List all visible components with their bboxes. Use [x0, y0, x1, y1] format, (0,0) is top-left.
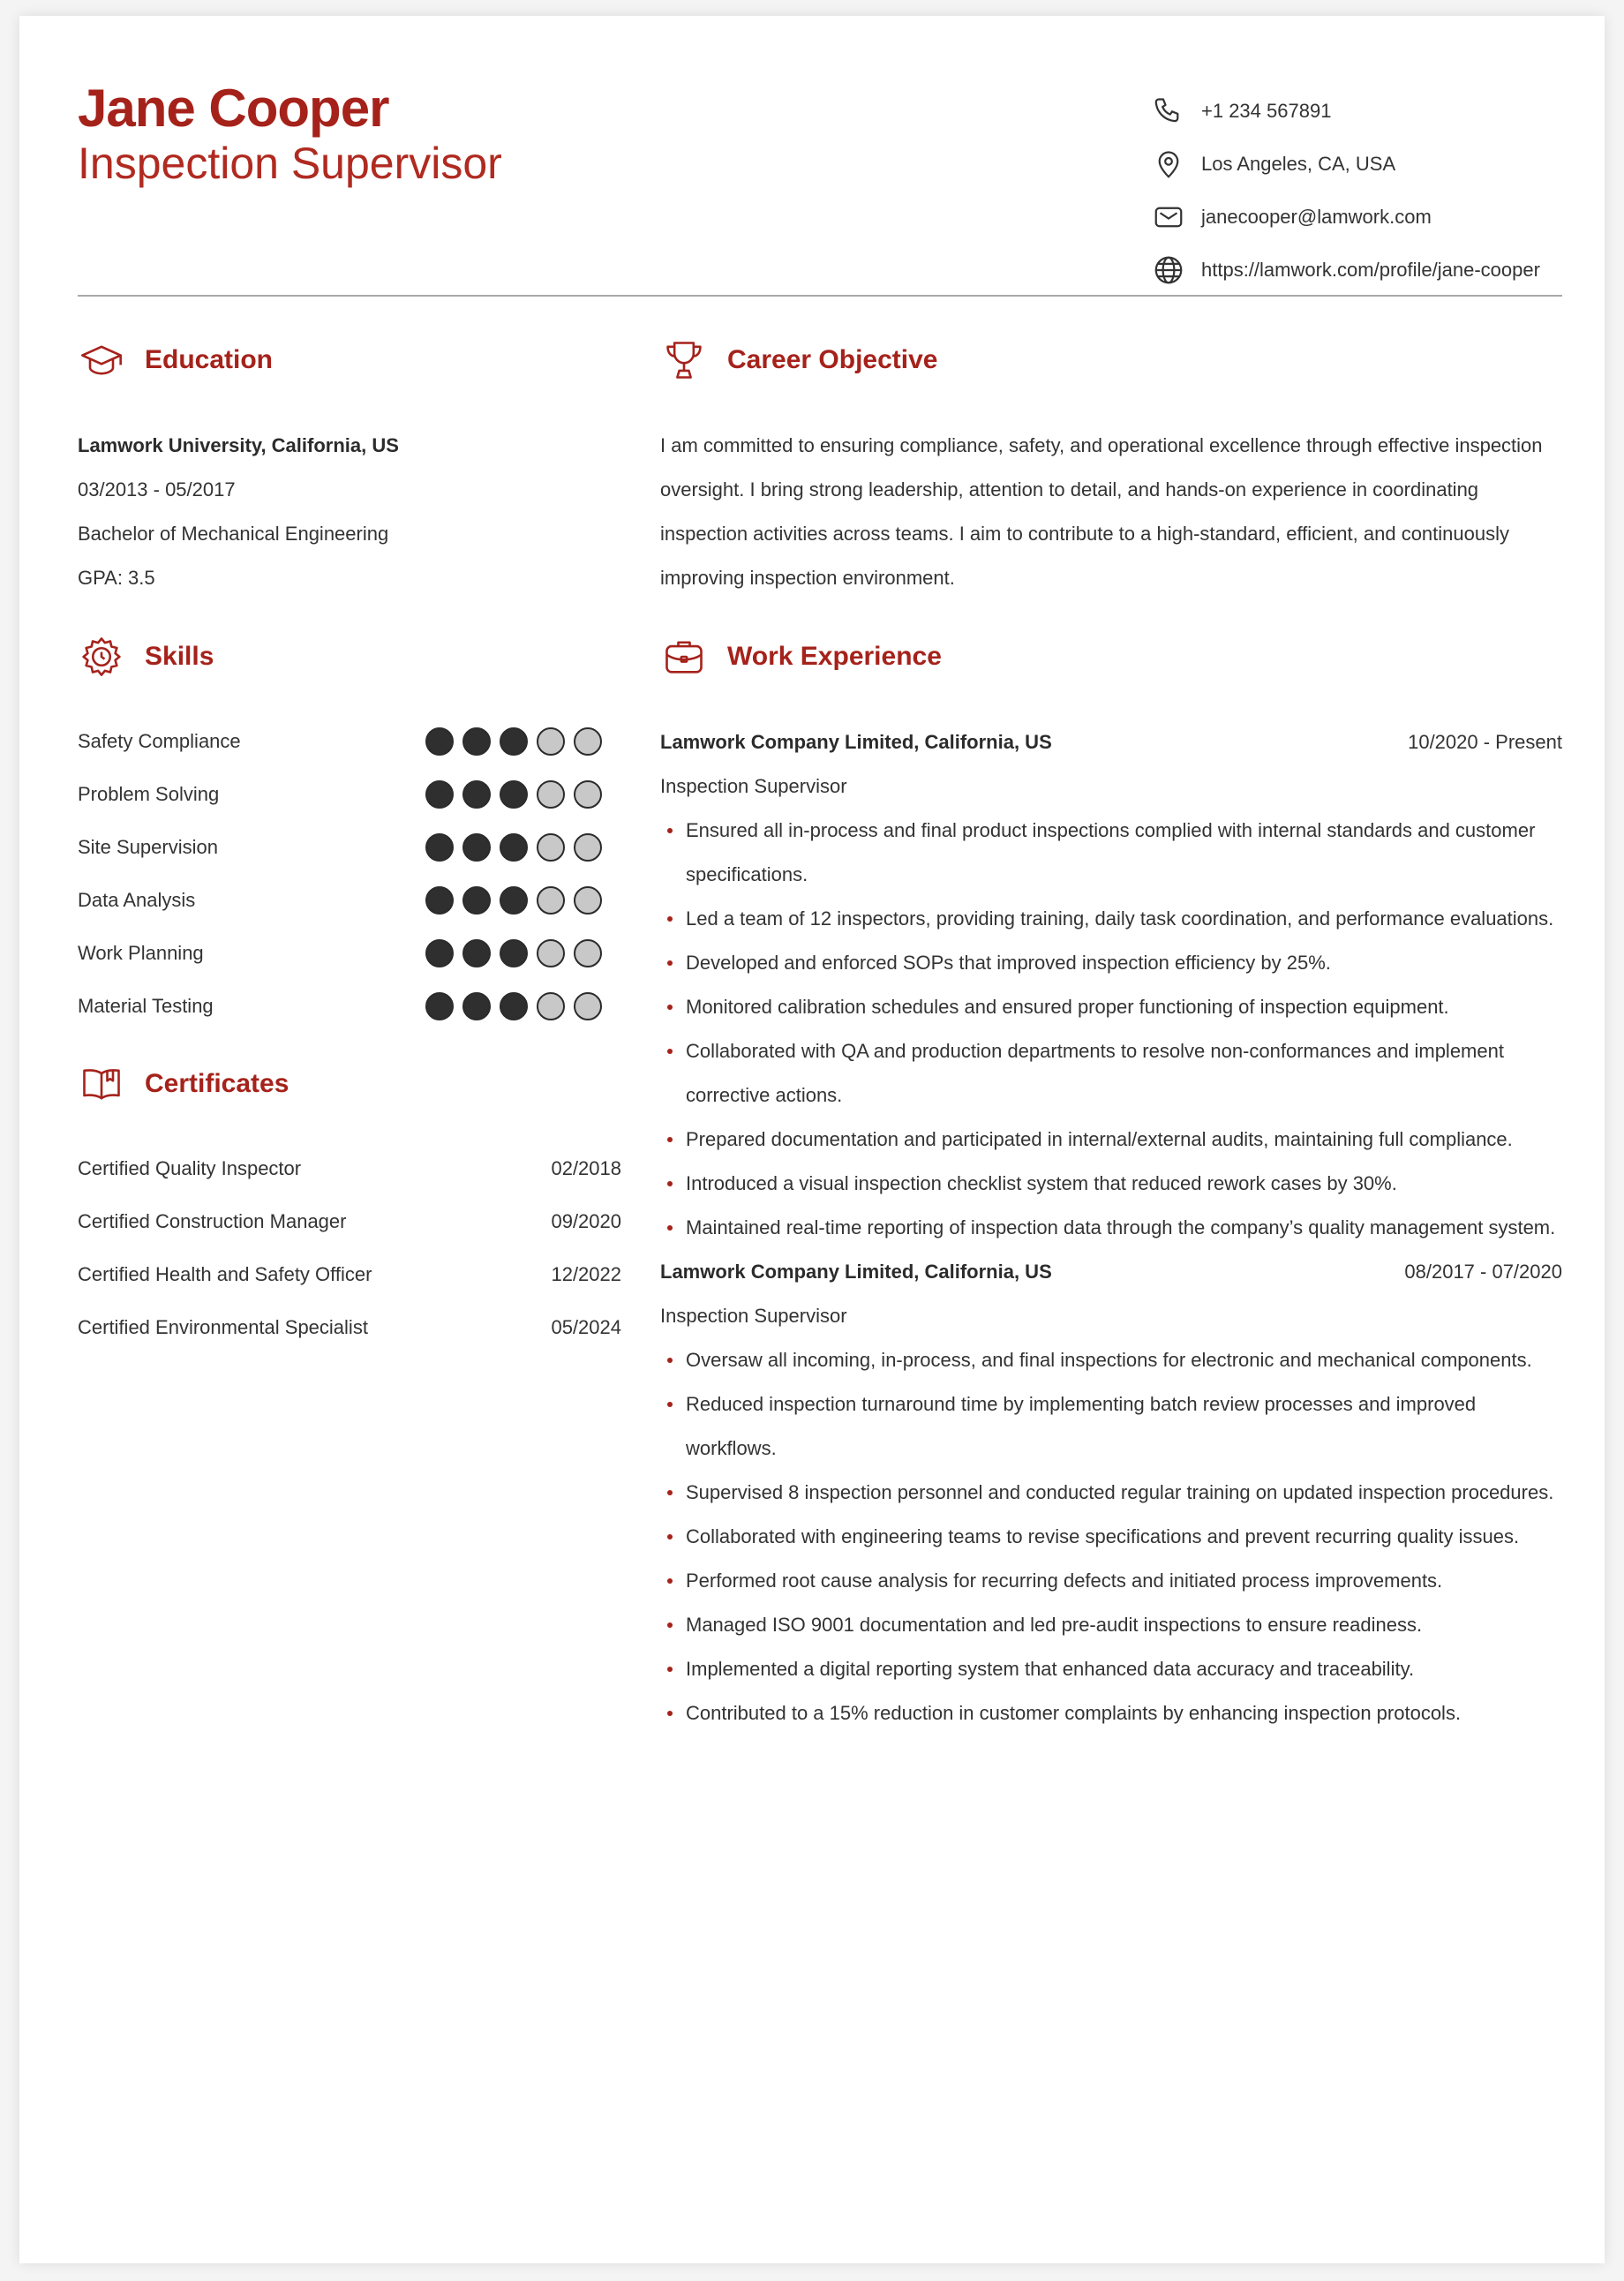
job-bullet: Oversaw all incoming, in-process, and final inspections for electronic and mechanical components.: [660, 1338, 1562, 1382]
objective-heading: [660, 336, 937, 384]
rating-dot-filled: [462, 939, 491, 967]
certificates-heading: [78, 1060, 289, 1108]
skill-row: [78, 980, 602, 1033]
objective-line: oversight. I bring strong leadership, attention to detail, and hands-on experience in coordinating: [660, 478, 1479, 501]
education-school: Lamwork University, California, US: [78, 434, 399, 456]
certificate-name: Certified Environmental Specialist: [78, 1316, 368, 1338]
graduation-cap-icon: [78, 336, 125, 384]
job-company: Lamwork Company Limited, California, US: [660, 731, 1052, 753]
skill-name: Problem Solving: [78, 783, 220, 805]
rating-dot-empty: [574, 780, 602, 809]
rating-dot-empty: [574, 727, 602, 756]
rating-dot-filled: [425, 992, 454, 1020]
certificate-name: Certified Health and Safety Officer: [78, 1263, 372, 1285]
location-pin-icon: [1152, 147, 1185, 181]
experience-title: Work Experience: [727, 642, 942, 671]
rating-dot-filled: [500, 833, 528, 862]
phone-icon: [1152, 94, 1185, 128]
job-bullet: Ensured all in-process and final product inspections complied with internal standards and customer specifications.: [660, 809, 1562, 897]
job-bullet: Managed ISO 9001 documentation and led pre-audit inspections to ensure readiness.: [660, 1603, 1562, 1647]
rating-dot-filled: [500, 939, 528, 967]
skill-row: [78, 874, 602, 927]
skill-rating: [425, 833, 602, 862]
contact-list: [1152, 85, 1567, 297]
rating-dot-filled: [500, 727, 528, 756]
job-bullet: Contributed to a 15% reduction in customer complaints by enhancing inspection protocols.: [660, 1691, 1562, 1735]
skill-row: [78, 715, 602, 768]
job-bullet: Reduced inspection turnaround time by implementing batch review processes and improved workflows.: [660, 1382, 1562, 1471]
certificate-row: [78, 1301, 621, 1354]
job-role: Inspection Supervisor: [660, 1305, 847, 1327]
rating-dot-empty: [574, 939, 602, 967]
certificates-title: Certificates: [145, 1069, 289, 1098]
job-bullet: Collaborated with engineering teams to revise specifications and prevent recurring quality issues.: [660, 1515, 1562, 1559]
rating-dot-filled: [425, 886, 454, 915]
job-header: [660, 1250, 1562, 1294]
certificate-name: Certified Quality Inspector: [78, 1157, 302, 1179]
rating-dot-filled: [462, 833, 491, 862]
open-book-icon: [78, 1060, 125, 1108]
skills-title: Skills: [145, 642, 214, 671]
job-bullet: Performed root cause analysis for recurring defects and initiated process improvements.: [660, 1559, 1562, 1603]
job-bullet: Implemented a digital reporting system that enhanced data accuracy and traceability.: [660, 1647, 1562, 1691]
briefcase-icon: [660, 633, 708, 681]
trophy-icon: [660, 336, 708, 384]
skill-name: Site Supervision: [78, 836, 218, 858]
rating-dot-empty: [574, 992, 602, 1020]
rating-dot-empty: [537, 886, 565, 915]
candidate-title: Inspection Supervisor: [78, 139, 502, 188]
job-bullet: Prepared documentation and participated in internal/external audits, maintaining full compliance.: [660, 1118, 1562, 1162]
certificate-row: [78, 1195, 621, 1248]
rating-dot-filled: [425, 727, 454, 756]
job-bullet: Led a team of 12 inspectors, providing training, daily task coordination, and performance evaluations.: [660, 897, 1562, 941]
contact-website: [1152, 244, 1567, 297]
rating-dot-filled: [500, 886, 528, 915]
job-bullet: Monitored calibration schedules and ensured proper functioning of inspection equipment.: [660, 985, 1562, 1029]
experience-list: [660, 720, 1562, 1735]
certificate-date: 05/2024: [551, 1316, 621, 1338]
skill-rating: [425, 780, 602, 809]
resume-page: [19, 16, 1605, 2263]
skill-rating: [425, 727, 602, 756]
skill-name: Material Testing: [78, 995, 214, 1017]
certificate-date: 09/2020: [551, 1210, 621, 1232]
skill-row: [78, 768, 602, 821]
education-heading: [78, 336, 273, 384]
certificate-date: 02/2018: [551, 1157, 621, 1179]
education-title: Education: [145, 345, 274, 374]
experience-heading: [660, 633, 942, 681]
header-divider: [78, 295, 1562, 297]
job-entry: [660, 1250, 1562, 1735]
job-company: Lamwork Company Limited, California, US: [660, 1261, 1052, 1283]
certificate-row: [78, 1248, 621, 1301]
contact-email-text[interactable]: janecooper@lamwork.com: [1201, 206, 1432, 228]
contact-location: [1152, 138, 1567, 191]
rating-dot-filled: [425, 939, 454, 967]
education-dates: 03/2013 - 05/2017: [78, 478, 236, 501]
rating-dot-filled: [425, 780, 454, 809]
education-gpa: GPA: 3.5: [78, 567, 155, 589]
skills-list: [78, 715, 602, 1033]
job-bullet: Supervised 8 inspection personnel and conducted regular training on updated inspection procedures.: [660, 1471, 1562, 1515]
skill-row: [78, 821, 602, 874]
rating-dot-filled: [500, 992, 528, 1020]
rating-dot-filled: [462, 780, 491, 809]
globe-icon: [1152, 253, 1185, 287]
skill-name: Data Analysis: [78, 889, 196, 911]
gear-clock-icon: [78, 633, 125, 681]
rating-dot-empty: [537, 727, 565, 756]
rating-dot-empty: [537, 833, 565, 862]
education-section: [78, 424, 602, 600]
contact-website-text[interactable]: https://lamwork.com/profile/jane-cooper: [1201, 259, 1540, 281]
contact-location-text: Los Angeles, CA, USA: [1201, 153, 1396, 175]
contact-email: [1152, 191, 1567, 244]
skills-heading: [78, 633, 214, 681]
job-bullet: Maintained real-time reporting of inspection data through the company’s quality management system.: [660, 1206, 1562, 1250]
skill-row: [78, 927, 602, 980]
rating-dot-filled: [462, 992, 491, 1020]
job-dates: 10/2020 - Present: [1408, 731, 1562, 753]
candidate-name: Jane Cooper: [78, 79, 389, 138]
contact-phone-text[interactable]: +1 234 567891: [1201, 100, 1332, 122]
certificate-name: Certified Construction Manager: [78, 1210, 347, 1232]
job-bullets: [660, 809, 1562, 1250]
skill-rating: [425, 939, 602, 967]
job-entry: [660, 720, 1562, 1250]
objective-title: Career Objective: [727, 345, 938, 374]
objective-line: I am committed to ensuring compliance, safety, and operational excellence through effective inspection: [660, 434, 1543, 456]
skill-name: Safety Compliance: [78, 730, 241, 752]
objective-line: improving inspection environment.: [660, 567, 955, 589]
job-role: Inspection Supervisor: [660, 775, 847, 797]
rating-dot-filled: [425, 833, 454, 862]
certificate-date: 12/2022: [551, 1263, 621, 1285]
rating-dot-filled: [462, 886, 491, 915]
rating-dot-empty: [537, 992, 565, 1020]
rating-dot-filled: [462, 727, 491, 756]
skill-name: Work Planning: [78, 942, 204, 964]
certificate-row: [78, 1142, 621, 1195]
objective-text: [660, 424, 1562, 600]
education-degree: Bachelor of Mechanical Engineering: [78, 523, 389, 545]
job-bullets: [660, 1338, 1562, 1735]
objective-line: inspection activities across teams. I aim to contribute to a high-standard, efficient, and continuously: [660, 523, 1509, 545]
rating-dot-empty: [537, 939, 565, 967]
skill-rating: [425, 992, 602, 1020]
certificates-list: [78, 1142, 621, 1354]
skill-rating: [425, 886, 602, 915]
job-bullet: Developed and enforced SOPs that improved inspection efficiency by 25%.: [660, 941, 1562, 985]
job-bullet: Collaborated with QA and production departments to resolve non-conformances and implement corrective actions.: [660, 1029, 1562, 1118]
job-header: [660, 720, 1562, 764]
rating-dot-empty: [574, 833, 602, 862]
rating-dot-empty: [574, 886, 602, 915]
rating-dot-empty: [537, 780, 565, 809]
job-dates: 08/2017 - 07/2020: [1404, 1261, 1562, 1283]
job-bullet: Introduced a visual inspection checklist system that reduced rework cases by 30%.: [660, 1162, 1562, 1206]
rating-dot-filled: [500, 780, 528, 809]
contact-phone: [1152, 85, 1567, 138]
mail-icon: [1152, 200, 1185, 234]
